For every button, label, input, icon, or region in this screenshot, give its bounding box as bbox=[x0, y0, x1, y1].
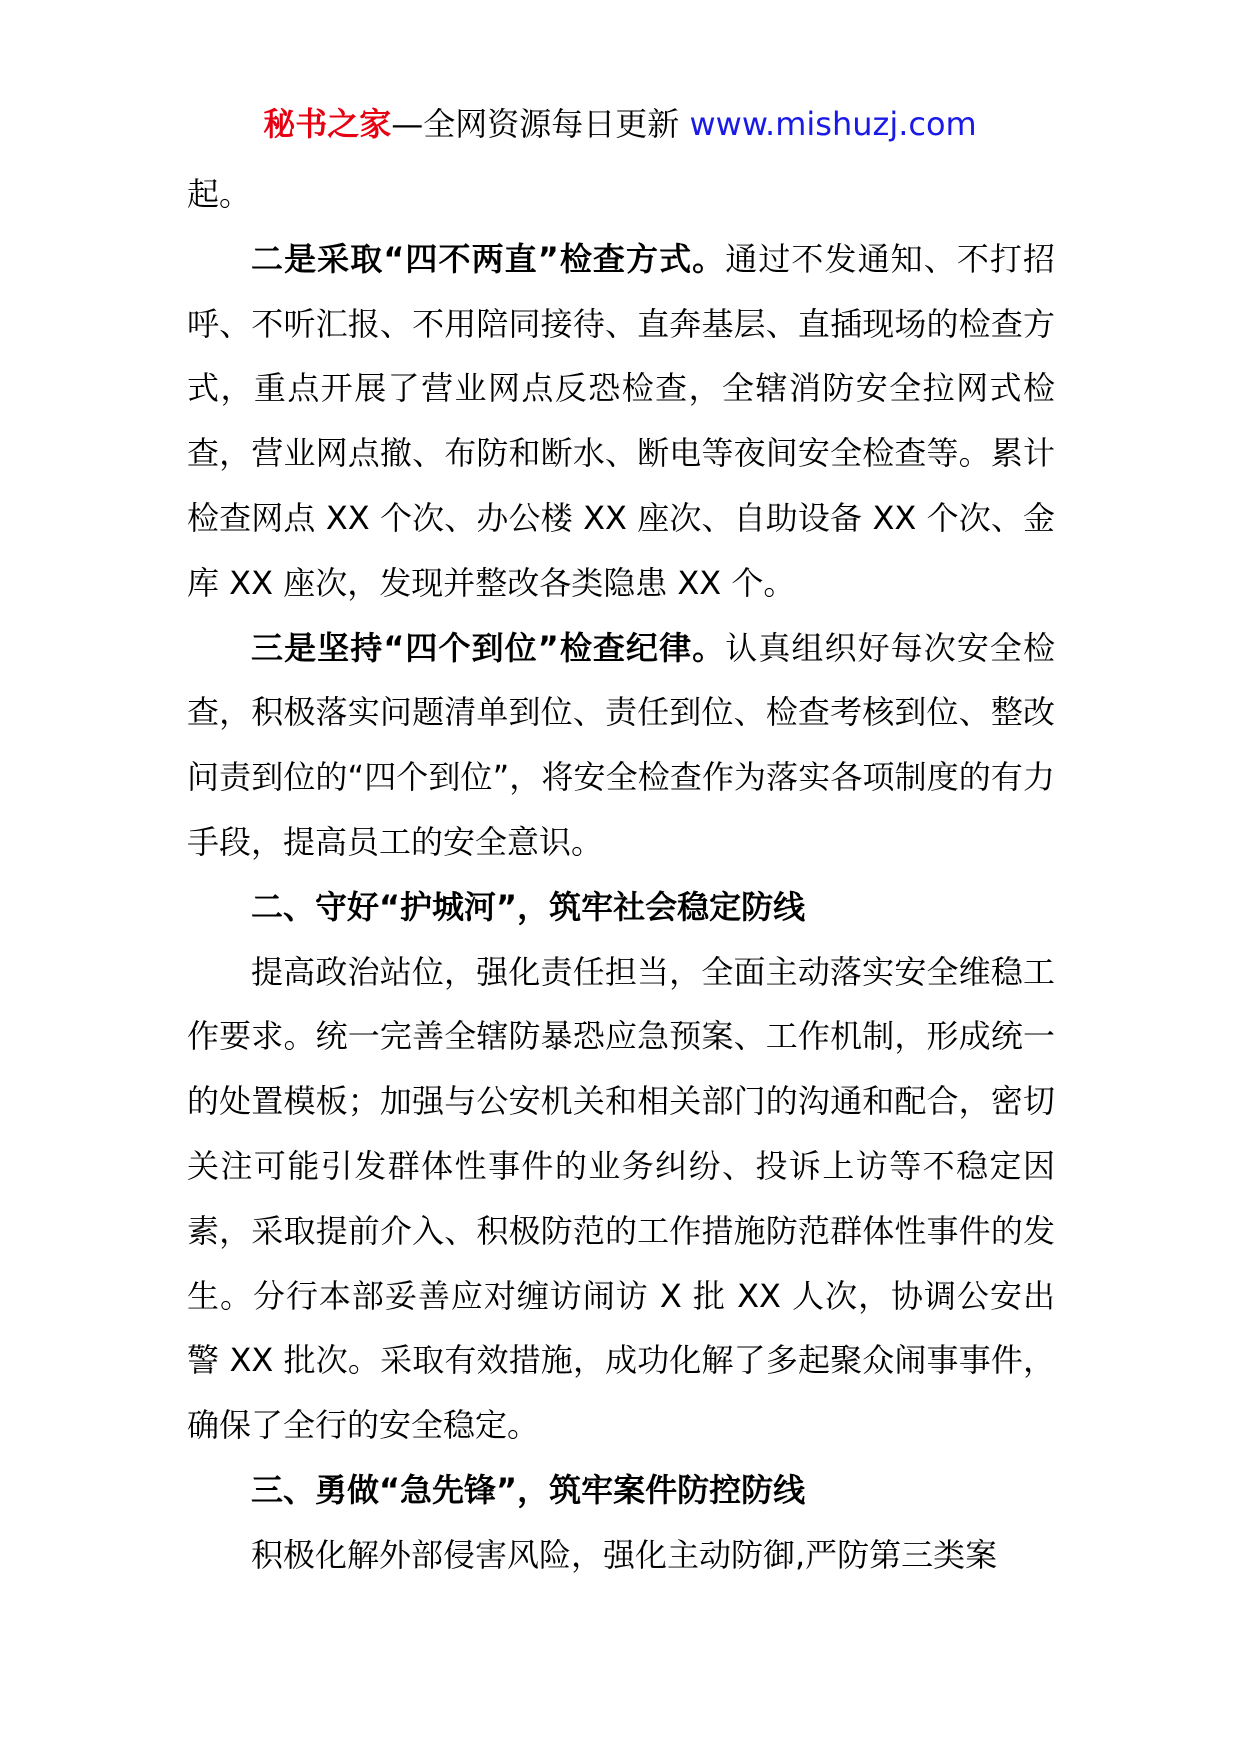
section-heading-case-prevention: 三、勇做“急先锋”，筑牢案件防控防线 bbox=[251, 1470, 806, 1509]
paragraph-inspection-method bbox=[187, 227, 1055, 616]
brand-name: 秘书之家 bbox=[263, 105, 392, 143]
paragraph-case-prevention: 积极化解外部侵害风险，强化主动防御,严防第三类案 bbox=[251, 1535, 998, 1574]
paragraph-lead: 二是采取“四不两直”检查方式。 bbox=[251, 239, 726, 278]
paragraph-lead: 三是坚持“四个到位”检查纪律。 bbox=[251, 628, 726, 667]
paragraph-text: 通过不发通知、不打招呼、不听汇报、不用陪同接待、直奔基层、直插现场的检查方式，重点开展了营业网点反恐检查，全辖消防安全拉网式检查，营业网点撤、布防和断水、断电等夜间安全检查等。累计检查网点 XX 个次、办公楼 XX 座次、自助设备 XX 个次、金库 XX 座次，发现并整改各类隐患 XX 个。 bbox=[187, 239, 1055, 602]
paragraph-inspection-discipline bbox=[187, 616, 1055, 875]
document-body bbox=[187, 162, 1055, 1588]
paragraph-social-stability: 提高政治站位，强化责任担当，全面主动落实安全维稳工作要求。统一完善全辖防暴恐应急预案、工作机制，形成统一的处置模板；加强与公安机关和相关部门的沟通和配合，密切关注可能引发群体性事件的业务纠纷、投诉上访等不稳定因素，采取提前介入、积极防范的工作措施防范群体性事件的发生。分行本部妥善应对缠访闹访 X 批 XX 人次，协调公安出警 XX 批次。采取有效措施，成功化解了多起聚众闹事事件，确保了全行的安全稳定。 bbox=[187, 952, 1055, 1445]
paragraph-continuation: 起。 bbox=[187, 175, 252, 213]
section-heading-social-stability: 二、守好“护城河”，筑牢社会稳定防线 bbox=[251, 887, 806, 926]
page-header bbox=[0, 102, 1240, 146]
paragraph-text: 认真组织好每次安全检查，积极落实问题清单到位、责任到位、检查考核到位、整改问责到位的“四个到位”，将安全检查作为落实各项制度的有力手段，提高员工的安全意识。 bbox=[187, 628, 1055, 861]
header-tagline: —全网资源每日更新 bbox=[391, 105, 690, 143]
site-url-link[interactable]: www.mishuzj.com bbox=[689, 105, 977, 143]
